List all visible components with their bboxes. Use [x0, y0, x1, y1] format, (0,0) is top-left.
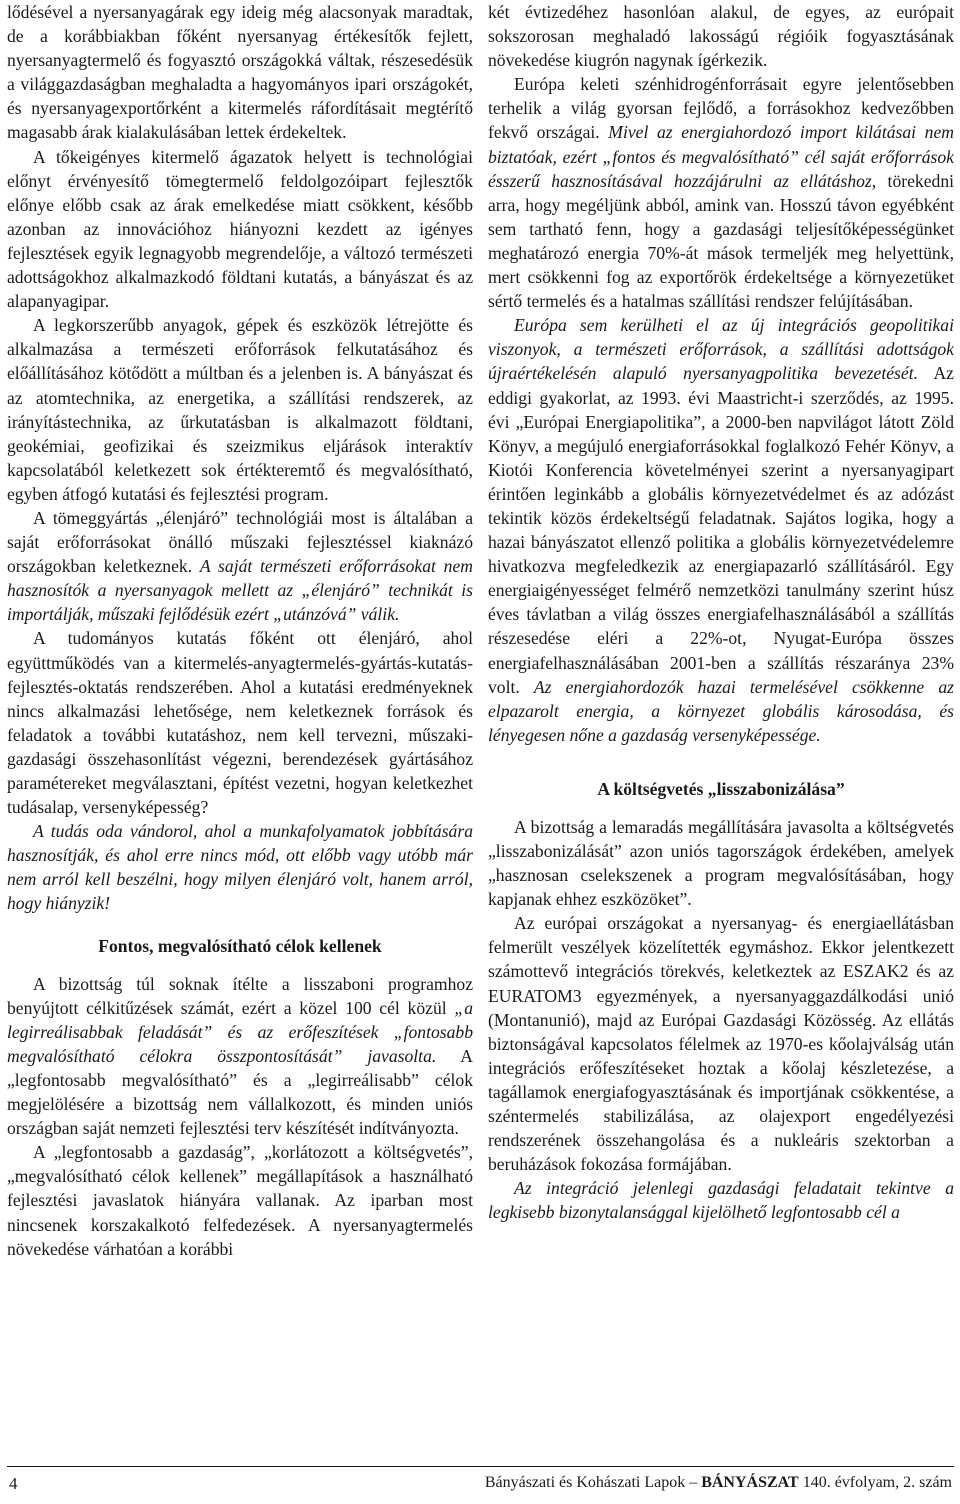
paragraph [7, 972, 473, 1141]
text-run: lődésével a nyersanyagárak egy ideig még alacsonyak maradtak, de a korábbiakban főként nyersanyag értékesítők fejlett, nyersanyagtermelő és fogyasztó országokká váltak, részesedésük a világgazdaságban meghaladta a hagyományos ipari országokét, és nyersanyagexportőrként a kitermelés ráfordításait megtérítő magasabb árak kialakulásában lettek érdekeltek. [7, 2, 473, 143]
paragraph [488, 1176, 954, 1224]
text-run: Az eddigi gyakorlat, az 1993. évi Maastricht-i szerződés, az 1995. évi „Európai Energiapolitika”, a 2000-ben napvilágot látott Zöld Könyv, a megújuló energiaforrásokkal foglalkozó Fehér Könyv, a Kiotói Konferencia követelményei szerint a nyersanyagipart érintően leginkább a globális környezetvédelmet és az adózást tekintik közös érdekeltségű feladatnak. Sajátos logika, hogy a hazai bányászatot ellenző politika a globális környezetvédelemre hivatkozva megfeledkezik az energiapazarló szállításáról. Egy energiaigényességet felmérő nemzetközi tanulmány szerint húsz éves távlatban a világ összes energiafelhasználásából a szállítás részesedése eléri a 22%-ot, Nyugat-Európa összes energiafelhasználásában 2001-ben a szállítás részaránya 23% volt. [488, 363, 954, 697]
text-run: Európa keleti szénhidrogénforrásait egyre jelentősebben terhelik a világ gyorsan fejlődő, a forrásokhoz kedvezőbben fekvő országai. [488, 74, 954, 143]
right-body-after [488, 815, 954, 1225]
footer-divider [7, 1466, 954, 1467]
section-heading-goals: Fontos, megvalósítható célok kellenek [98, 935, 382, 956]
text-run: törekedni arra, hogy megéljünk abból, amink van. Hosszú távon egyébként sem tartható fenn, hogy a gazdasági teljesítőképességünket meghatározó energia 70%-át mások termeljék meg helyettünk, mert csökkenni fog az exportőrök érdekeltsége a környezetüket sértő termelés és a hatalmas szállítási rendszer felújításában. [488, 170, 954, 312]
text-run: A legkorszerűbb anyagok, gépek és eszközök létrejötte és alkalmazása a természeti erőforrások felkutatásához és előállításához kötődött a múltban és a jelenben is. A bányászat és az atomtechnika, az energetika, a szállítási rendszerek, az irányítástechnika, az űrkutatásban is alkalmazott földtani, geokémiai, geofizikai és szeizmikus eljárások interaktív kapcsolatából keletkezett sok értékteremtő és megvalósítható, egyben átfogó kutatási és fejlesztési program. [7, 315, 473, 504]
italic-text: „a legirreálisabbak feladását” és az erőfeszítések „fontosabb megvalósítható célokra összpontosítását” javasolta. [7, 997, 473, 1066]
text-run: A „legfontosabb a gazdaság”, „korlátozott a költségvetés”, „megvalósítható célok kellenek” megállapítások a használható fejlesztési javaslatok hiányára vallanak. Az iparban most nincsenek korszakalkotó felfedezések. A nyersanyagtermelés növekedése várhatóan a korábbi [7, 1142, 473, 1259]
text-run: A tömeggyártás „élenjáró” technológiái most is általában a saját erőforrásokat önálló műszaki fejlesztéssel kiaknázó országokban keletkeznek. [7, 507, 473, 577]
text-run: A bizottság túl soknak ítélte a lisszaboni programhoz benyújtott célkitűzések számát, ezért a közel 100 cél közül [7, 973, 473, 1018]
paragraph [488, 72, 954, 313]
paragraph [7, 1140, 473, 1260]
paragraph [488, 815, 954, 911]
journal-name: BÁNYÁSZAT [701, 1474, 799, 1491]
text-run: A tőkeigényes kitermelő ágazatok helyett is technológiai előnyt érvényesítő tömegtermelő feldolgozóipart fejlesztők előnye előbb csak az árak emelkedése miatt csökkent, később azonban az innovációhoz hiányozni kezdett az igényes fejlesztések egyik legnagyobb megrendelője, a változó természeti adottságokhoz alkalmazkodó földtani kutatás, a bányászat és az alapanyagipar. [7, 146, 473, 312]
paragraph [488, 313, 954, 747]
text-run: A „legfontosabb megvalósítható” és a „legirreálisabb” célok megjelölésére a bizottság nem vállalkozott, és minden uniós országban saját nemzeti fejlesztési terv készítését indítványozta. [7, 1045, 474, 1139]
paragraph [7, 626, 473, 819]
section-heading-budget: A költségvetés „lisszabonizálása” [597, 778, 845, 799]
left-column [7, 0, 473, 1261]
italic-text: Az integráció jelenlegi gazdasági feladatait tekintve a legkisebb bizonytalansággal kijelölhető legfontosabb cél a [488, 1178, 954, 1223]
text-run: A bizottság a lemaradás megállítására javasolta a költségvetés „lisszabonizálását” azon uniós tagországok érdekében, amelyek „hasznosan cselekszenek a program megvalósításában, hogy kapjanak ehhez eszközöket”. [488, 816, 954, 910]
left-body-before [7, 0, 473, 916]
journal-suffix: 140. évfolyam, 2. szám [798, 1474, 952, 1491]
paragraph [488, 911, 954, 1176]
journal-prefix: Bányászati és Kohászati Lapok – [484, 1474, 702, 1491]
italic-text: Az energiahordozók hazai termelésével csökkenne az elpazarolt energia, a környezet globális károsodása, és lényegesen nőne a gazdaság versenyképessége. [488, 676, 955, 745]
paragraph [7, 0, 473, 145]
paragraph [7, 819, 473, 915]
right-body-before [488, 0, 954, 747]
text-run: A tudományos kutatás főként ott élenjáró, ahol együttműködés van a kitermelés-anyagtermelés-gyártás-kutatás-fejlesztés-oktatás rendszerében. Ahol a kutatási eredményeknek nincs alkalmazási lehetősége, nem keletkeznek források és feladatok a további kutatáshoz, nem kell tervezni, műszaki-gazdasági összehasonlítást végezni, berendezések gyártásához paramétereket megválasztani, építést vezetni, hogyan keletkezhet tudásalap, versenyképesség? [7, 628, 473, 818]
paragraph [7, 506, 473, 626]
italic-text: Mivel az energiahordozó import kilátásai nem biztatóak, ezért „fontos és megvalósítható” cél saját erőforrások ésszerű hasznosításával hozzájárulni az ellátáshoz, [488, 122, 954, 191]
journal-citation [485, 1474, 952, 1492]
italic-text: A tudás oda vándorol, ahol a munkafolyamatok jobbítására hasznosítják, és ahol erre nincs mód, ott előbb vagy utóbb már nem arról kell beszélni, hogy milyen élenjáró volt, hanem arról, hogy hiányzik! [7, 821, 473, 914]
paragraph [488, 0, 954, 72]
italic-text: Európa sem kerülheti el az új integrációs geopolitikai viszonyok, a természeti erőforrások, a szállítási adottságok újraértékelésén alapuló nyersanyagpolitika bevezetését. [488, 315, 954, 384]
text-run: két évtizedéhez hasonlóan alakul, de egyes, az európait sokszorosan meghaladó lakosságú régióik fogyasztásának növekedése kiugrón nagynak ígérkezik. [488, 2, 954, 71]
left-body-after [7, 972, 473, 1261]
page-number: 4 [9, 1474, 18, 1493]
paragraph [7, 145, 473, 314]
italic-text: A saját természeti erőforrásokat nem hasznosítók a nyersanyagok mellett az „élenjáró” technikát is importálják, műszaki fejlődésük ezért „utánzóvá” válik. [7, 556, 473, 625]
text-run: Az európai országokat a nyersanyag- és energiaellátásban felmerült veszélyek közelítették egymáshoz. Ekkor jelentkezett számottevő integrációs törekvés, keletkeztek az ESZAK2 és az EURATOM3 egyezmények, a nyersanyaggazdálkodási unió (Montanunió), majd az Európai Gazdasági Közösség. Az ellátás biztonságával kapcsolatos félelmek az 1970-es kőolajválság után integrációs erőfeszítéseket hoztak a kőolaj készletezése, a tagállamok energiafogyasztásának és importjának csökkentése, a széntermelés stabilizálása, az olajexport engedélyezési rendszerének összehangolása és a nukleáris szektorban a beruházások fokozása formájában. [488, 913, 954, 1175]
paragraph [7, 313, 473, 506]
right-column [488, 0, 954, 1225]
